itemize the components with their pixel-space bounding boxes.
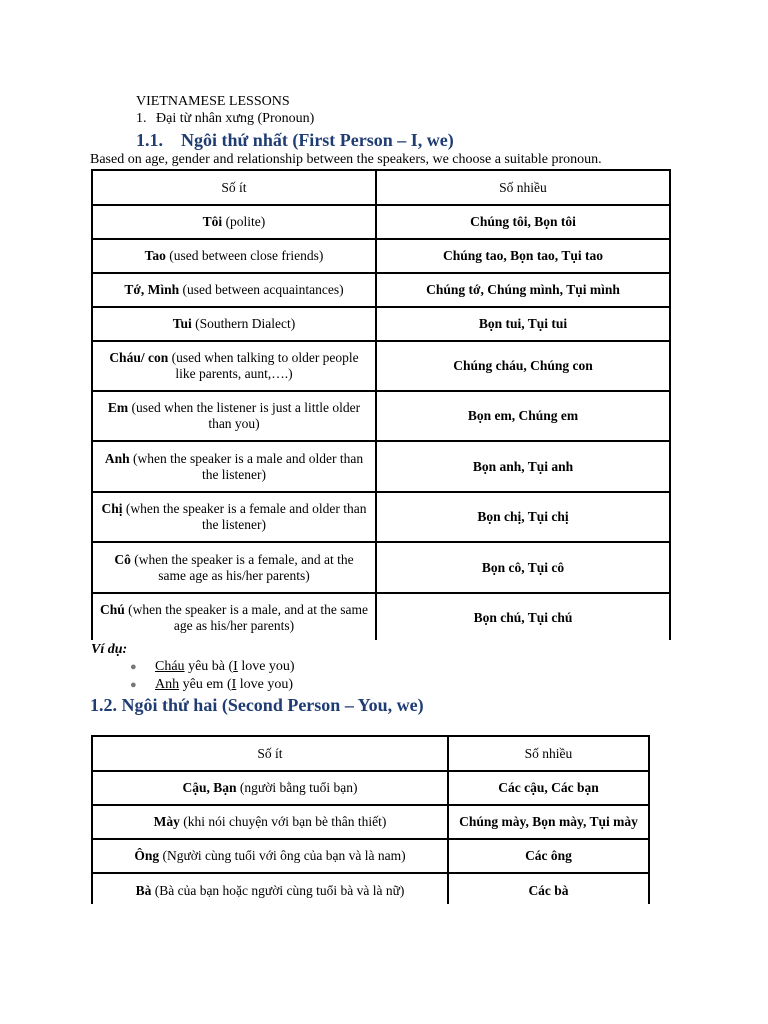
table-row [92, 805, 649, 839]
pronoun-note: (khi nói chuyện với bạn bè thân thiết) [179, 814, 387, 829]
table-row [92, 273, 670, 307]
example-verb-phrase: yêu bà ( [184, 659, 234, 674]
example-i: I [231, 677, 237, 692]
pronoun-note: (Bà của bạn hoặc người cùng tuổi bà và là nữ) [151, 883, 405, 898]
table-row [92, 441, 670, 492]
plural-forms: Bọn anh, Tụi anh [472, 458, 574, 474]
plural-cell [376, 239, 670, 273]
plural-forms: Bọn tui, Tụi tui [478, 316, 568, 331]
singular-cell [92, 593, 376, 643]
pronoun-note: (used when talking to older people like parents, aunt,….) [168, 350, 359, 381]
list-item-number: 1. [136, 111, 147, 126]
singular-cell [92, 805, 448, 839]
plural-forms: Chúng tớ, Chúng mình, Tụi mình [426, 282, 620, 297]
example-subject: Cháu [155, 659, 185, 674]
plural-cell [376, 593, 670, 643]
table-row [92, 341, 670, 391]
pronoun-term: Cô [114, 551, 131, 567]
plural-cell [376, 307, 670, 341]
list-item [130, 676, 295, 694]
plural-forms: Các ông [525, 848, 572, 863]
plural-forms: Chúng cháu, Chúng con [453, 358, 593, 373]
table-page-break [88, 904, 658, 912]
pronoun-note: (Southern Dialect) [191, 316, 296, 331]
plural-forms: Chúng tao, Bọn tao, Tụi tao [443, 248, 603, 263]
table-header-row [92, 170, 670, 205]
example-rest: love you) [237, 659, 295, 674]
table-row [92, 771, 649, 805]
singular-cell [92, 542, 376, 593]
example-verb-phrase: yêu em ( [179, 677, 232, 692]
plural-forms: Bọn cô, Tụi cô [481, 559, 565, 575]
table-page-break [88, 640, 678, 646]
plural-forms: Các bà [528, 883, 569, 898]
singular-cell [92, 273, 376, 307]
pronoun-note: (used between close friends) [165, 248, 324, 263]
plural-forms: Bọn em, Chúng em [467, 408, 579, 423]
pronoun-note: (Người cùng tuổi với ông của bạn và là nam) [159, 848, 406, 863]
plural-forms: Chúng mày, Bọn mày, Tụi mày [459, 814, 638, 829]
pronoun-term: Cháu/ con [109, 350, 169, 365]
intro-paragraph: Based on age, gender and relationship between the speakers, we choose a suitable pronoun. [90, 152, 602, 167]
plural-cell [376, 391, 670, 441]
section-heading-second-person: 1.2. Ngôi thứ hai (Second Person – You, we) [90, 695, 424, 715]
first-person-table [91, 169, 671, 644]
example-i: I [233, 659, 238, 674]
plural-forms: Chúng tôi, Bọn tôi [470, 214, 576, 229]
pronoun-term: Tôi [202, 214, 223, 229]
list-item-text: Đại từ nhân xưng (Pronoun) [156, 111, 315, 126]
pronoun-note: (polite) [222, 214, 266, 229]
column-header-singular: Số ít [92, 170, 376, 205]
bullet-icon: ● [130, 679, 137, 691]
pronoun-note: (người bằng tuổi bạn) [236, 780, 358, 795]
plural-forms: Các cậu, Các bạn [498, 780, 599, 795]
singular-cell [92, 492, 376, 542]
pronoun-note: (used between acquaintances) [179, 282, 344, 297]
list-item-pronoun [136, 110, 314, 127]
plural-cell [376, 492, 670, 542]
section-number: 1.1. [136, 130, 163, 150]
pronoun-note: (used when the listener is just a little older than you) [128, 400, 361, 431]
pronoun-term: Anh [104, 450, 130, 466]
singular-cell [92, 839, 448, 873]
pronoun-term: Mày [153, 814, 180, 829]
plural-cell [448, 771, 649, 805]
plural-forms: Bọn chú, Tụi chú [473, 610, 573, 625]
example-subject: Anh [155, 677, 180, 692]
table-row [92, 307, 670, 341]
singular-cell [92, 391, 376, 441]
section-heading-text: Ngôi thứ nhất (First Person – I, we) [181, 130, 454, 150]
pronoun-term: Tao [144, 248, 166, 263]
section-heading-first-person [136, 129, 454, 151]
plural-cell [376, 205, 670, 239]
plural-cell [376, 273, 670, 307]
singular-cell [92, 239, 376, 273]
document-title: VIETNAMESE LESSONS [136, 94, 290, 109]
examples-list [130, 658, 295, 694]
second-person-table [91, 735, 650, 910]
pronoun-note: (when the speaker is a male and older than the listener) [129, 450, 364, 482]
pronoun-term: Em [107, 400, 129, 415]
pronoun-term: Cậu, Bạn [182, 780, 237, 795]
plural-cell [448, 839, 649, 873]
column-header-singular: Số ít [92, 736, 448, 771]
pronoun-note: (when the speaker is a male, and at the same age as his/her parents) [124, 602, 369, 633]
plural-cell [448, 805, 649, 839]
column-header-plural: Số nhiều [376, 170, 670, 205]
plural-cell [376, 341, 670, 391]
list-item [130, 658, 295, 676]
table-row [92, 205, 670, 239]
singular-cell [92, 307, 376, 341]
singular-cell [92, 771, 448, 805]
singular-cell [92, 205, 376, 239]
singular-cell [92, 341, 376, 391]
example-rest: love you) [236, 677, 294, 692]
table-row [92, 391, 670, 441]
table-row [92, 542, 670, 593]
pronoun-note: (when the speaker is a female and older than the listener) [122, 501, 367, 532]
column-header-plural: Số nhiều [448, 736, 649, 771]
plural-cell [376, 441, 670, 492]
pronoun-term: Ông [134, 848, 160, 863]
plural-forms: Bọn chị, Tụi chị [477, 509, 569, 524]
plural-cell [376, 542, 670, 593]
pronoun-term: Chú [99, 602, 125, 617]
bullet-icon: ● [130, 661, 137, 673]
table-header-row [92, 736, 649, 771]
table-row [92, 239, 670, 273]
pronoun-term: Tớ, Mình [124, 282, 180, 297]
pronoun-term: Chị [101, 501, 123, 516]
pronoun-note: (when the speaker is a female, and at the same age as his/her parents) [130, 551, 354, 583]
pronoun-term: Bà [135, 883, 152, 898]
table-row [92, 593, 670, 643]
table-row [92, 492, 670, 542]
examples-label: Ví dụ: [91, 642, 128, 657]
table-row [92, 839, 649, 873]
pronoun-term: Tui [172, 316, 192, 331]
singular-cell [92, 441, 376, 492]
